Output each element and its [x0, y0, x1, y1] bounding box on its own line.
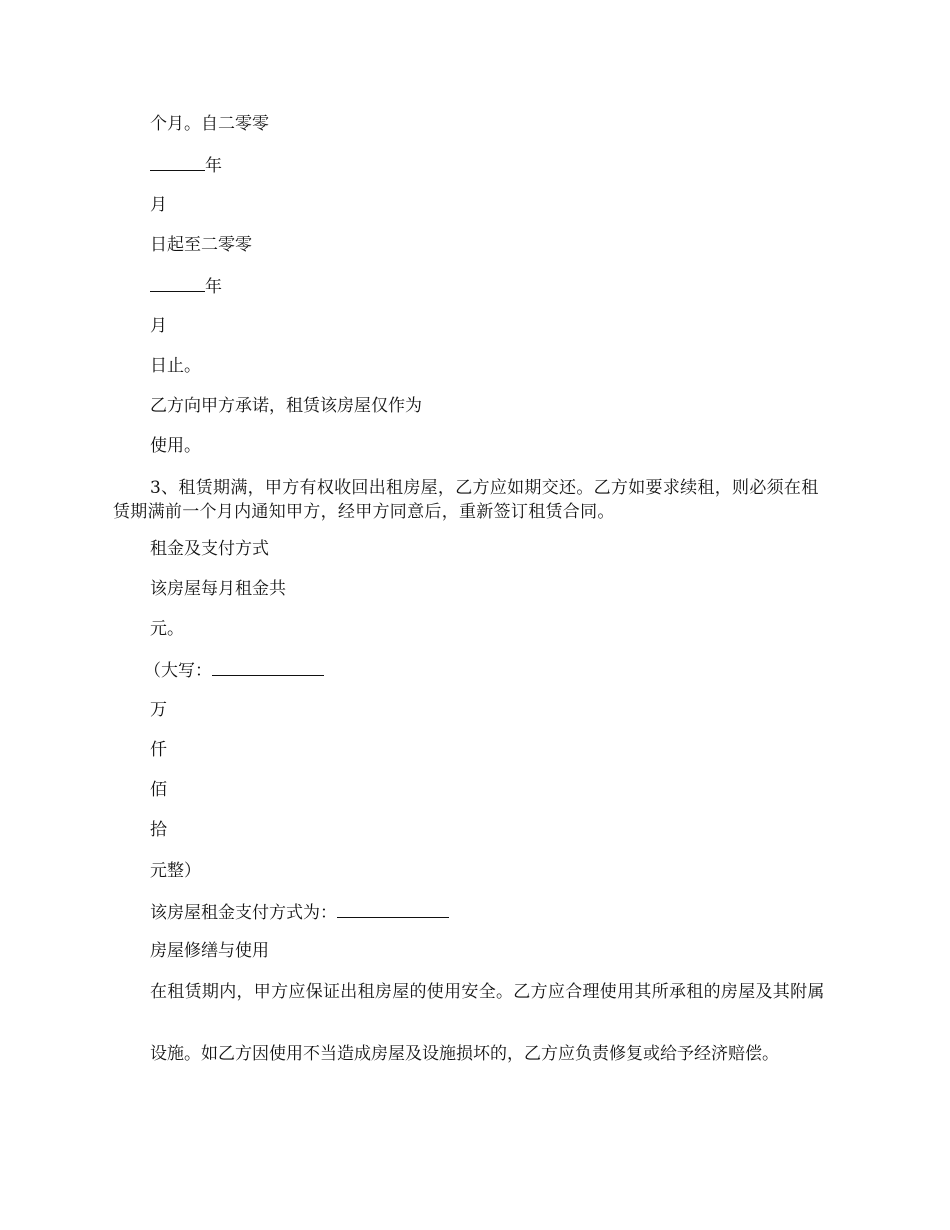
qian-line: 仟 [150, 740, 167, 760]
wan-line: 万 [150, 700, 167, 720]
usage-line: 使用。 [150, 436, 201, 456]
start-year-line [150, 153, 222, 177]
shi-line: 拾 [150, 820, 167, 840]
lease-expiry-clause: 3、租赁期满，甲方有权收回出租房屋，乙方应如期交还。乙方如要求续租，则必须在租赁期满前一个月内通知甲方，经甲方同意后，重新签订租赁合同。 [113, 478, 819, 522]
rent-unit-line: 元。 [150, 619, 184, 639]
monthly-rent-line: 该房屋每月租金共 [150, 579, 286, 599]
rent-capital-line [144, 658, 324, 682]
start-day-line: 日起至二零零 [150, 235, 252, 255]
rent-section-heading: 租金及支付方式 [150, 539, 269, 559]
end-year-line [150, 274, 222, 298]
end-day-line: 日止。 [150, 356, 201, 376]
repair-section-heading: 房屋修缮与使用 [150, 941, 269, 961]
rent-capital-label: （大写： [144, 661, 212, 681]
bai-line: 佰 [150, 780, 167, 800]
rent-capital-blank [212, 658, 324, 676]
payment-method-label: 该房屋租金支付方式为： [150, 903, 337, 923]
repair-clause-2: 设施。如乙方因使用不当造成房屋及设施损坏的，乙方应负责修复或给予经济赔偿。 [150, 1044, 779, 1064]
payment-method-blank [337, 900, 449, 918]
start-month-line: 月 [150, 195, 167, 215]
payment-method-line [150, 900, 449, 924]
lease-term-line: 个月。自二零零 [150, 114, 269, 134]
end-year-blank [150, 274, 205, 292]
end-year-label: 年 [205, 277, 222, 297]
usage-promise-line: 乙方向甲方承诺，租赁该房屋仅作为 [150, 396, 422, 416]
end-month-line: 月 [150, 316, 167, 336]
start-year-blank [150, 153, 205, 171]
repair-clause-1: 在租赁期内，甲方应保证出租房屋的使用安全。乙方应合理使用其所承租的房屋及其附属 [150, 982, 825, 1002]
start-year-label: 年 [205, 156, 222, 176]
yuan-zheng-line: 元整） [150, 861, 201, 881]
